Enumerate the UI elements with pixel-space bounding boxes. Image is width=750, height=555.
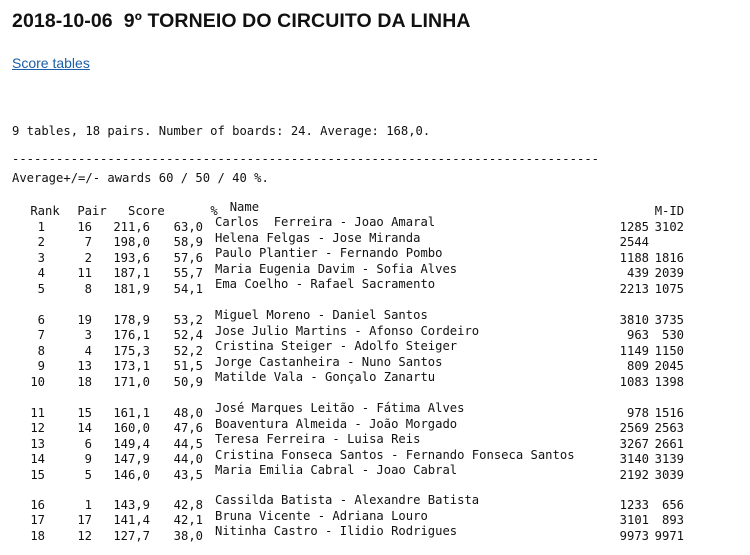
row-rank: 15 [30, 467, 45, 482]
row-rank: 1 [37, 219, 45, 234]
row-names: Teresa Ferreira - Luisa Reis [215, 432, 421, 446]
row-rank: 3 [37, 250, 45, 265]
row-score: 187,1 [113, 266, 150, 280]
row-names: Boaventura Almeida - João Morgado [215, 416, 458, 431]
row-names: Cristina Steiger - Adolfo Steiger [215, 339, 458, 353]
row-rank: 12 [30, 421, 45, 435]
row-names: Cassilda Batista - Alexandre Batista [215, 493, 480, 507]
row-score: 141,4 [113, 513, 150, 527]
row-member-id-2: 2661 [654, 436, 684, 451]
row-percent: 42,1 [173, 513, 203, 527]
row-score: 173,1 [113, 359, 150, 373]
row-rank: 2 [37, 235, 45, 249]
row-percent: 53,2 [173, 312, 203, 327]
row-percent: 50,9 [173, 374, 203, 389]
row-member-id-2: 656 [661, 497, 684, 512]
row-names: Bruna Vicente - Adriana Louro [215, 508, 428, 523]
row-names: Helena Felgas - Jose Miranda [215, 230, 421, 245]
row-rank: 6 [37, 312, 45, 327]
table-row [12, 401, 684, 420]
row-percent: 42,8 [173, 497, 203, 512]
row-percent: 44,5 [173, 436, 203, 451]
row-pair: 4 [84, 343, 92, 358]
row-pair: 5 [84, 467, 92, 482]
row-member-id-1: 963 [626, 328, 649, 342]
header-score: Score [128, 204, 165, 218]
row-pair: 8 [84, 281, 92, 296]
row-member-id-1: 1083 [619, 374, 649, 389]
row-score: 176,1 [113, 328, 150, 342]
row-member-id-2: 1075 [654, 281, 684, 296]
row-rank: 10 [30, 374, 45, 389]
row-member-id-1: 9973 [619, 528, 649, 543]
table-row [12, 308, 684, 327]
table-row [12, 493, 684, 512]
row-percent: 43,5 [173, 467, 203, 482]
row-member-id-1: 1149 [619, 343, 649, 358]
row-pair: 13 [77, 359, 92, 373]
header-pair: Pair [77, 204, 107, 218]
row-member-id-2: 530 [661, 328, 684, 342]
row-member-id-2: 1516 [654, 405, 684, 420]
row-names: Jorge Castanheira - Nuno Santos [215, 354, 443, 369]
row-member-id-1: 978 [626, 405, 649, 420]
row-member-id-1: 439 [626, 266, 649, 280]
row-names: Cristina Fonseca Santos - Fernando Fonseca Santos [215, 447, 575, 462]
row-names: Jose Julio Martins - Afonso Cordeiro [215, 323, 480, 338]
row-names: José Marques Leitão - Fátima Alves [215, 401, 465, 415]
row-rank: 5 [37, 281, 45, 296]
row-pair: 11 [77, 266, 92, 280]
table-row [12, 324, 684, 340]
row-pair: 6 [84, 436, 92, 451]
table-row [12, 417, 684, 433]
row-rank: 14 [30, 452, 45, 466]
row-rank: 8 [37, 343, 45, 358]
table-row [12, 355, 684, 371]
row-percent: 51,5 [173, 359, 203, 373]
table-row [12, 509, 684, 525]
row-member-id-1: 3140 [619, 452, 649, 466]
row-member-id-2: 1398 [654, 374, 684, 389]
score-tables-link[interactable]: Score tables [12, 55, 90, 71]
row-member-id-1: 1188 [619, 250, 649, 265]
header-name: Name [229, 199, 260, 214]
row-percent: 63,0 [173, 219, 203, 234]
table-header [12, 184, 699, 218]
summary-line-tables: 9 tables, 18 pairs. Number of boards: 24. Average: 168,0. [12, 124, 431, 138]
row-score: 171,0 [113, 374, 150, 389]
row-pair: 19 [77, 312, 92, 327]
page-title: 2018-10-06 9º TORNEIO DO CIRCUITO DA LINHA [12, 10, 471, 32]
row-member-id-1: 2213 [619, 281, 649, 296]
row-names: Matilde Vala - Gonçalo Zanartu [215, 370, 436, 384]
table-row [12, 262, 684, 278]
row-pair: 17 [77, 513, 92, 527]
table-row [12, 231, 684, 247]
row-percent: 55,7 [173, 266, 203, 280]
row-pair: 3 [84, 328, 92, 342]
row-member-id-2: 2045 [654, 359, 684, 373]
table-row [12, 370, 684, 389]
row-member-id-2: 2039 [654, 266, 684, 280]
row-pair: 18 [77, 374, 92, 389]
row-member-id-2: 3039 [654, 467, 684, 482]
row-member-id-1: 3267 [619, 436, 649, 451]
row-score: 147,9 [113, 452, 150, 466]
row-names: Maria Emilia Cabral - Joao Cabral [215, 463, 458, 477]
row-names: Carlos Ferreira - Joao Amaral [215, 215, 436, 229]
row-member-id-2: 893 [661, 513, 684, 527]
row-percent: 44,0 [173, 452, 203, 466]
row-score: 127,7 [113, 528, 150, 543]
row-member-id-1: 3810 [619, 312, 649, 327]
row-member-id-1: 1285 [619, 219, 649, 234]
table-row [12, 463, 684, 482]
row-percent: 52,4 [173, 328, 203, 342]
row-percent: 47,6 [173, 421, 203, 435]
row-member-id-2: 2563 [654, 421, 684, 435]
row-percent: 58,9 [173, 235, 203, 249]
row-names: Nitinha Castro - Ilidio Rodrigues [215, 524, 458, 538]
row-score: 175,3 [113, 343, 150, 358]
row-percent: 52,2 [173, 343, 203, 358]
row-percent: 48,0 [173, 405, 203, 420]
row-percent: 57,6 [173, 250, 203, 265]
table-row [12, 246, 684, 265]
row-rank: 13 [30, 436, 45, 451]
row-rank: 9 [37, 359, 45, 373]
row-score: 143,9 [113, 497, 150, 512]
row-member-id-2: 1816 [654, 250, 684, 265]
row-pair: 9 [84, 452, 92, 466]
header-member-id: M-ID [654, 204, 685, 218]
row-pair: 2 [84, 250, 92, 265]
row-score: 211,6 [113, 219, 150, 234]
row-pair: 15 [77, 405, 92, 420]
table-row [12, 215, 684, 234]
table-row [12, 448, 684, 464]
row-score: 161,1 [113, 405, 150, 420]
row-pair: 16 [77, 219, 92, 234]
row-rank: 4 [37, 266, 45, 280]
row-member-id-2: 9971 [654, 528, 684, 543]
row-score: 160,0 [113, 421, 150, 435]
row-member-id-2: 3102 [654, 219, 684, 234]
row-rank: 17 [30, 513, 45, 527]
row-member-id-1: 2569 [619, 421, 649, 435]
row-member-id-1: 809 [626, 359, 649, 373]
row-names: Paulo Plantier - Fernando Pombo [215, 246, 443, 260]
row-member-id-1: 3101 [619, 513, 649, 527]
row-score: 149,4 [113, 436, 150, 451]
table-row [12, 277, 684, 296]
row-pair: 14 [77, 421, 92, 435]
row-rank: 18 [30, 528, 45, 543]
table-row [12, 524, 684, 543]
row-member-id-2: 3735 [654, 312, 684, 327]
row-score: 178,9 [113, 312, 150, 327]
row-score: 181,9 [113, 281, 150, 296]
row-rank: 7 [37, 328, 45, 342]
row-names: Maria Eugenia Davim - Sofia Alves [215, 261, 458, 276]
row-rank: 16 [30, 497, 45, 512]
row-member-id-2: 3139 [654, 452, 684, 466]
row-score: 193,6 [113, 250, 150, 265]
row-score: 146,0 [113, 467, 150, 482]
row-member-id-2: 1150 [654, 343, 684, 358]
summary-line-awards: Average+/=/- awards 60 / 50 / 40 %. [12, 170, 269, 185]
row-rank: 11 [30, 405, 45, 420]
row-member-id-1: 2192 [619, 467, 649, 482]
row-names: Ema Coelho - Rafael Sacramento [215, 277, 436, 291]
row-pair: 12 [77, 528, 92, 543]
header-percent: % [210, 204, 218, 218]
row-score: 198,0 [113, 235, 150, 249]
divider-rule: -------------------------------------------------------------------------------- [12, 152, 599, 166]
row-member-id-1: 1233 [619, 497, 649, 512]
row-pair: 1 [84, 497, 92, 512]
table-row [12, 339, 684, 358]
header-rank: Rank [30, 204, 60, 218]
table-row [12, 432, 684, 451]
row-names: Miguel Moreno - Daniel Santos [215, 308, 428, 322]
row-percent: 38,0 [173, 528, 203, 543]
row-percent: 54,1 [173, 281, 203, 296]
row-member-id-1: 2544 [619, 235, 649, 249]
row-pair: 7 [84, 235, 92, 249]
